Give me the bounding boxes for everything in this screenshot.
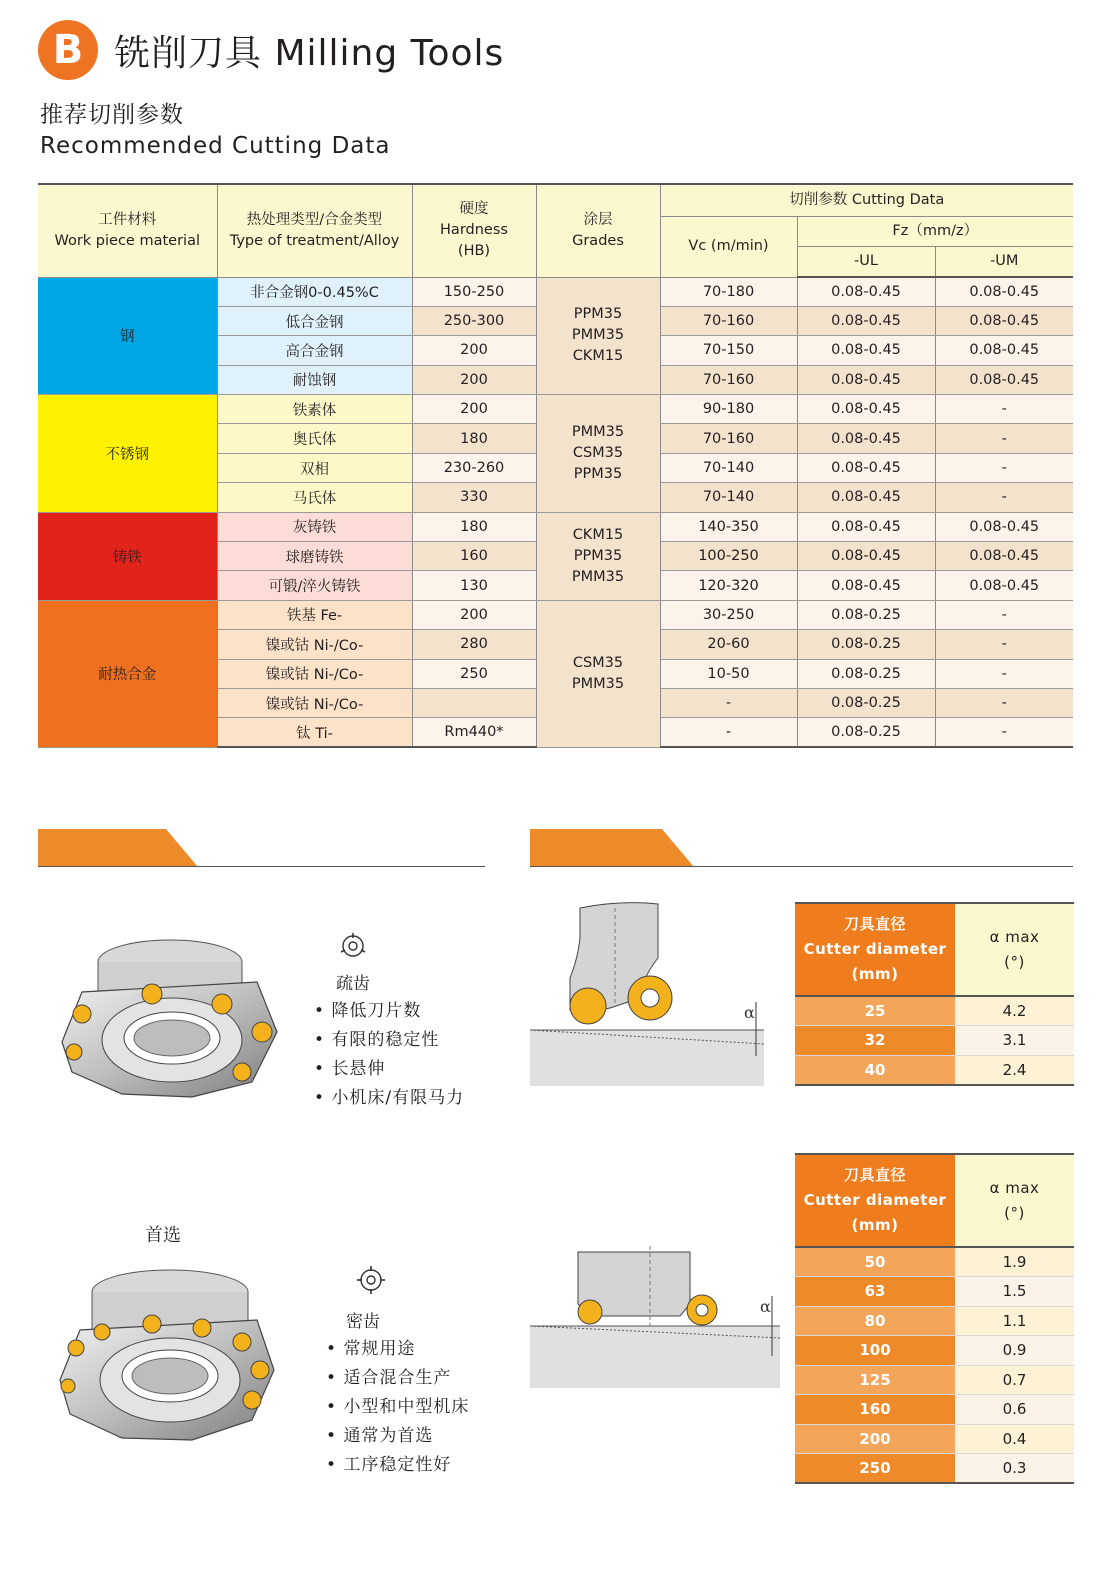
feature-text: 工序稳定性好: [343, 1455, 452, 1475]
feature-item: [314, 1084, 464, 1113]
material-category: 不锈钢: [38, 395, 217, 513]
hardness-cell: 180: [412, 512, 536, 541]
fine-pitch-features: [326, 1335, 469, 1480]
feature-item: [314, 1055, 464, 1084]
diameter-cell: 125: [795, 1365, 955, 1395]
grade-label: PPM35: [573, 306, 623, 323]
vc-cell: 70-140: [660, 453, 797, 482]
diameter-header: 刀具直径 Cutter diameter (mm): [795, 1154, 955, 1247]
diameter-cell: 32: [795, 1026, 955, 1056]
alpha-max-header: α max (°): [955, 1154, 1074, 1247]
vc-cell: 70-160: [660, 306, 797, 335]
grade-label: CKM15: [572, 526, 624, 543]
treatment-cell: 低合金钢: [217, 306, 412, 335]
fz-ul-cell: 0.08-0.45: [797, 277, 935, 306]
diameter-cell: 100: [795, 1336, 955, 1366]
table-row: [38, 512, 1073, 541]
material-category: 耐热合金: [38, 600, 217, 747]
feature-item: [326, 1422, 469, 1451]
treatment-cell: 镍或钴 Ni-/Co-: [217, 659, 412, 688]
table-row: [38, 600, 1073, 629]
diameter-header: 刀具直径 Cutter diameter (mm): [795, 903, 955, 996]
table-row: [795, 1026, 1074, 1056]
treatment-cell: 灰铸铁: [217, 512, 412, 541]
treatment-cell: 铁基 Fe-: [217, 600, 412, 629]
section-subtitle: [40, 100, 390, 162]
grade-label: PPM35: [573, 465, 623, 482]
alpha-max-table-large: [795, 1153, 1074, 1484]
treatment-cell: 马氏体: [217, 483, 412, 512]
bullet: •: [326, 1339, 344, 1359]
fz-ul-cell: 0.08-0.45: [797, 512, 935, 541]
vc-cell: -: [660, 688, 797, 717]
alpha-max-cell: 1.5: [955, 1277, 1074, 1307]
hardness-cell: 200: [412, 365, 536, 394]
alpha-max-cell: 0.3: [955, 1454, 1074, 1484]
grade-label: CSM35: [572, 654, 624, 671]
fine-pitch-icon: [357, 1266, 385, 1294]
table-row: [38, 395, 1073, 424]
coarse-pitch-features: [314, 997, 464, 1113]
treatment-cell: 钛 Ti-: [217, 718, 412, 747]
alpha-max-table-small: [795, 902, 1074, 1086]
fz-um-cell: -: [935, 659, 1073, 688]
vc-cell: 90-180: [660, 395, 797, 424]
fz-um-cell: -: [935, 688, 1073, 717]
fz-um-cell: -: [935, 395, 1073, 424]
table-row: [795, 1336, 1074, 1366]
hardness-cell: Rm440*: [412, 718, 536, 747]
hardness-cell: 200: [412, 395, 536, 424]
diameter-cell: 25: [795, 996, 955, 1026]
grade-label: CKM15: [572, 348, 624, 365]
hardness-cell: 250: [412, 659, 536, 688]
grades-cell: [536, 277, 660, 395]
fz-um-cell: 0.08-0.45: [935, 336, 1073, 365]
fz-ul-cell: 0.08-0.45: [797, 365, 935, 394]
vc-cell: 70-160: [660, 365, 797, 394]
vc-cell: 20-60: [660, 630, 797, 659]
grade-label: PMM35: [571, 568, 625, 585]
grades-cell: [536, 512, 660, 600]
bullet: •: [326, 1426, 344, 1446]
bullet: •: [314, 1088, 332, 1108]
fz-um-cell: -: [935, 483, 1073, 512]
fz-um-cell: -: [935, 630, 1073, 659]
section-badge: B: [38, 20, 98, 80]
bullet: •: [314, 1030, 332, 1050]
feature-item: [314, 997, 464, 1026]
feature-text: 小型和中型机床: [343, 1397, 470, 1417]
ramping-diagram-large: [530, 1244, 782, 1390]
fz-ul-cell: 0.08-0.25: [797, 630, 935, 659]
grades-cell: [536, 395, 660, 513]
bullet: •: [326, 1397, 344, 1417]
grades-cell: [536, 600, 660, 747]
bullet: •: [314, 1059, 332, 1079]
coarse-pitch-icon: [340, 933, 366, 959]
vc-cell: 140-350: [660, 512, 797, 541]
alpha-max-header: α max (°): [955, 903, 1074, 996]
cutting-data-table: [38, 183, 1073, 748]
treatment-cell: 耐蚀钢: [217, 365, 412, 394]
feature-text: 常规用途: [343, 1339, 416, 1359]
vc-cell: 30-250: [660, 600, 797, 629]
bullet: •: [314, 1001, 332, 1021]
table-row: [795, 1424, 1074, 1454]
feature-item: [326, 1393, 469, 1422]
hardness-cell: 130: [412, 571, 536, 600]
grade-label: CSM35: [572, 444, 624, 461]
section-header-right: [530, 829, 694, 867]
fine-pitch-cutter-image: [52, 1262, 278, 1444]
table-row: [795, 1395, 1074, 1425]
vc-cell: 70-160: [660, 424, 797, 453]
diameter-cell: 80: [795, 1306, 955, 1336]
treatment-cell: 奥氏体: [217, 424, 412, 453]
table-row: [795, 1247, 1074, 1277]
diameter-cell: 200: [795, 1424, 955, 1454]
alpha-max-cell: 0.7: [955, 1365, 1074, 1395]
material-category: 钢: [38, 277, 217, 395]
diameter-cell: 160: [795, 1395, 955, 1425]
col-header-vc: Vc (m/min): [660, 216, 797, 277]
fz-ul-cell: 0.08-0.45: [797, 336, 935, 365]
table-row: [38, 277, 1073, 306]
hardness-cell: 250-300: [412, 306, 536, 335]
feature-text: 有限的稳定性: [331, 1030, 440, 1050]
fine-pitch-title: 密齿: [346, 1312, 380, 1332]
fz-um-cell: 0.08-0.45: [935, 571, 1073, 600]
fz-ul-cell: 0.08-0.45: [797, 483, 935, 512]
section-divider-left: [38, 866, 485, 867]
fz-um-cell: 0.08-0.45: [935, 277, 1073, 306]
hardness-cell: [412, 688, 536, 717]
treatment-cell: 球磨铸铁: [217, 542, 412, 571]
table-row: [795, 996, 1074, 1026]
fz-um-cell: 0.08-0.45: [935, 306, 1073, 335]
bullet: •: [326, 1368, 344, 1388]
section-divider-right: [530, 866, 1073, 867]
vc-cell: 70-140: [660, 483, 797, 512]
hardness-cell: 230-260: [412, 453, 536, 482]
fz-um-cell: 0.08-0.45: [935, 365, 1073, 394]
fz-ul-cell: 0.08-0.45: [797, 424, 935, 453]
material-category: 铸铁: [38, 512, 217, 600]
fz-um-cell: -: [935, 600, 1073, 629]
feature-text: 通常为首选: [343, 1426, 434, 1446]
hardness-cell: 200: [412, 336, 536, 365]
vc-cell: -: [660, 718, 797, 747]
vc-cell: 70-180: [660, 277, 797, 306]
alpha-max-cell: 1.1: [955, 1306, 1074, 1336]
alpha-max-cell: 0.4: [955, 1424, 1074, 1454]
feature-text: 长悬伸: [331, 1059, 386, 1079]
alpha-max-cell: 4.2: [955, 996, 1074, 1026]
fz-um-cell: 0.08-0.45: [935, 512, 1073, 541]
feature-text: 降低刀片数: [331, 1001, 422, 1021]
fz-ul-cell: 0.08-0.25: [797, 600, 935, 629]
diameter-cell: 250: [795, 1454, 955, 1484]
alpha-max-cell: 2.4: [955, 1055, 1074, 1085]
alpha-max-cell: 0.6: [955, 1395, 1074, 1425]
diameter-cell: 63: [795, 1277, 955, 1307]
fz-ul-cell: 0.08-0.45: [797, 542, 935, 571]
feature-text: 小机床/有限马力: [331, 1088, 465, 1108]
fz-ul-cell: 0.08-0.25: [797, 718, 935, 747]
treatment-cell: 非合金钢0-0.45%C: [217, 277, 412, 306]
alpha-max-cell: 3.1: [955, 1026, 1074, 1056]
coarse-pitch-title: 疏齿: [336, 974, 370, 994]
col-header-um: -UM: [935, 246, 1073, 277]
hardness-cell: 160: [412, 542, 536, 571]
feature-item: [326, 1451, 469, 1480]
treatment-cell: 可锻/淬火铸铁: [217, 571, 412, 600]
coarse-pitch-cutter-image: [52, 922, 288, 1100]
feature-item: [326, 1364, 469, 1393]
vc-cell: 100-250: [660, 542, 797, 571]
feature-text: 适合混合生产: [343, 1368, 452, 1388]
treatment-cell: 高合金钢: [217, 336, 412, 365]
section-header-left: [38, 829, 198, 867]
fz-um-cell: 0.08-0.45: [935, 542, 1073, 571]
table-row: [795, 1365, 1074, 1395]
fz-ul-cell: 0.08-0.45: [797, 453, 935, 482]
subtitle-cn: 推荐切削参数: [40, 102, 184, 128]
col-header-treatment: 热处理类型/合金类型 Type of treatment/Alloy: [217, 184, 412, 277]
col-header-cutting-data: 切削参数 Cutting Data: [660, 184, 1073, 216]
fz-ul-cell: 0.08-0.45: [797, 306, 935, 335]
diameter-cell: 50: [795, 1247, 955, 1277]
hardness-cell: 150-250: [412, 277, 536, 306]
fz-ul-cell: 0.08-0.25: [797, 659, 935, 688]
treatment-cell: 镍或钴 Ni-/Co-: [217, 688, 412, 717]
treatment-cell: 铁素体: [217, 395, 412, 424]
table-row: [795, 1454, 1074, 1484]
table-row: [795, 1055, 1074, 1085]
grade-label: PMM35: [571, 423, 625, 440]
vc-cell: 120-320: [660, 571, 797, 600]
fz-ul-cell: 0.08-0.45: [797, 571, 935, 600]
bullet: •: [326, 1455, 344, 1475]
hardness-cell: 330: [412, 483, 536, 512]
col-header-fz: Fz（mm/z）: [797, 216, 1073, 246]
vc-cell: 10-50: [660, 659, 797, 688]
preferred-label: 首选: [145, 1225, 181, 1246]
fz-um-cell: -: [935, 453, 1073, 482]
alpha-angle-label-1: α: [744, 1003, 755, 1022]
treatment-cell: 镍或钴 Ni-/Co-: [217, 630, 412, 659]
alpha-max-cell: 0.9: [955, 1336, 1074, 1366]
grade-label: PPM35: [573, 547, 623, 564]
table-row: [795, 1277, 1074, 1307]
subtitle-en: Recommended Cutting Data: [40, 133, 391, 159]
fz-ul-cell: 0.08-0.25: [797, 688, 935, 717]
alpha-max-cell: 1.9: [955, 1247, 1074, 1277]
fz-um-cell: -: [935, 718, 1073, 747]
col-header-grades: 涂层 Grades: [536, 184, 660, 277]
table-row: [795, 1306, 1074, 1336]
hardness-cell: 200: [412, 600, 536, 629]
grade-label: PMM35: [571, 675, 625, 692]
feature-item: [326, 1335, 469, 1364]
cutting-data-body: [38, 277, 1073, 747]
alpha-angle-label-2: α: [760, 1297, 771, 1316]
treatment-cell: 双相: [217, 453, 412, 482]
page-header: [38, 18, 504, 82]
vc-cell: 70-150: [660, 336, 797, 365]
page-title: 铣削刀具 Milling Tools: [114, 32, 505, 74]
col-header-hardness: 硬度 Hardness (HB): [412, 184, 536, 277]
col-header-material: 工件材料 Work piece material: [38, 184, 217, 277]
ramping-diagram-small: [530, 898, 766, 1088]
hardness-cell: 180: [412, 424, 536, 453]
fz-ul-cell: 0.08-0.45: [797, 395, 935, 424]
feature-item: [314, 1026, 464, 1055]
diameter-cell: 40: [795, 1055, 955, 1085]
fz-um-cell: -: [935, 424, 1073, 453]
grade-label: PMM35: [571, 327, 625, 344]
col-header-ul: -UL: [797, 246, 935, 277]
hardness-cell: 280: [412, 630, 536, 659]
